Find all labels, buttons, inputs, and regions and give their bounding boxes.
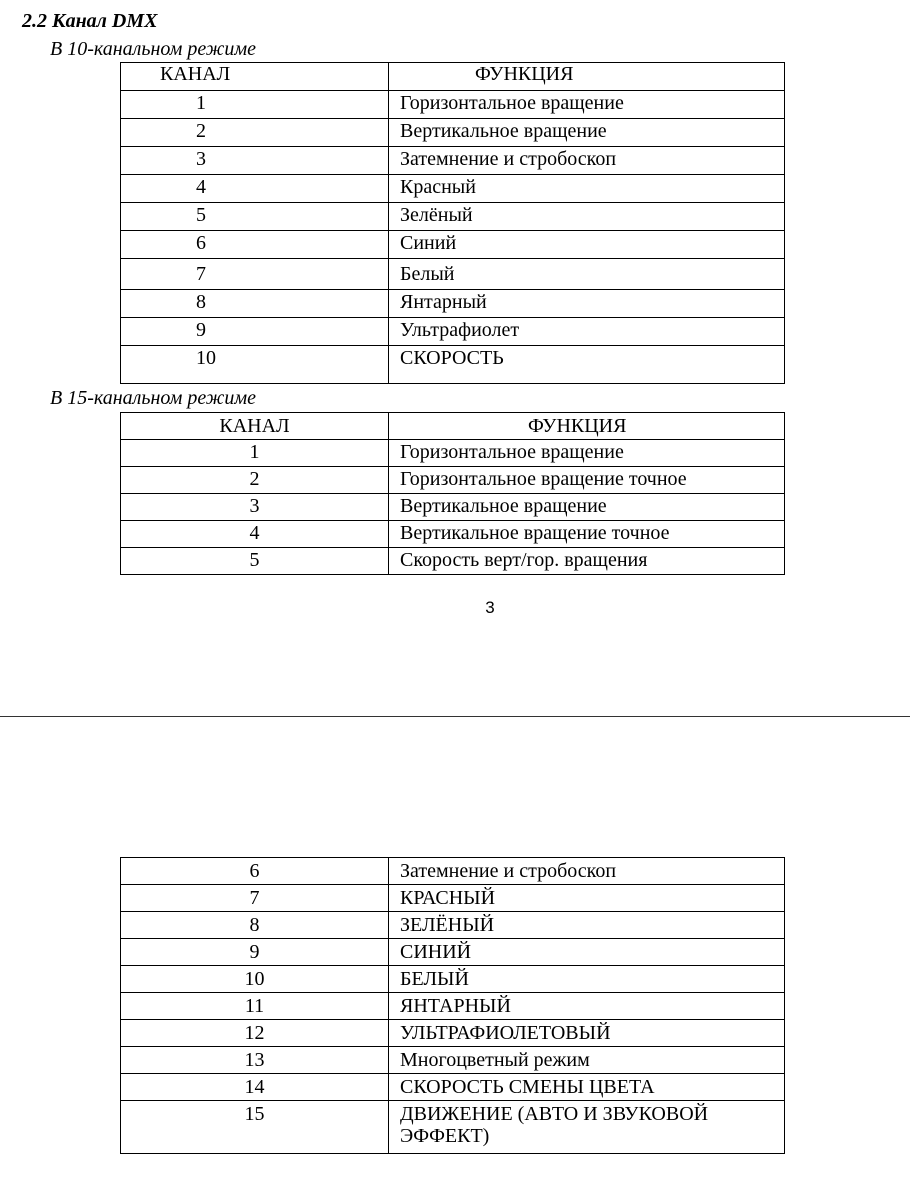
table-header-row xyxy=(121,63,785,91)
function-cell: Многоцветный режим xyxy=(389,1047,785,1074)
channel-cell: 1 xyxy=(121,440,389,467)
section-heading: 2.2 Канал DMX xyxy=(22,10,158,32)
channel-cell: 6 xyxy=(121,231,389,259)
function-cell: Красный xyxy=(389,175,785,203)
function-cell: Вертикальное вращение xyxy=(389,494,785,521)
channel-cell: 8 xyxy=(121,290,389,318)
function-column-header: ФУНКЦИЯ xyxy=(389,413,785,440)
mode10-table xyxy=(120,62,785,384)
channel-cell: 4 xyxy=(121,175,389,203)
table-row xyxy=(121,548,785,575)
mode15-table xyxy=(120,412,785,575)
table-row xyxy=(121,993,785,1020)
channel-cell: 7 xyxy=(121,259,389,290)
function-cell: Вертикальное вращение xyxy=(389,119,785,147)
page-number: 3 xyxy=(485,598,495,617)
table-row xyxy=(121,231,785,259)
function-cell: ДВИЖЕНИЕ (АВТО И ЗВУКОВОЙ ЭФФЕКТ) xyxy=(389,1101,785,1154)
table-row xyxy=(121,858,785,885)
page-divider xyxy=(0,716,910,717)
channel-cell: 5 xyxy=(121,548,389,575)
function-cell: ЗЕЛЁНЫЙ xyxy=(389,912,785,939)
function-cell: Горизонтальное вращение точное xyxy=(389,467,785,494)
channel-cell: 4 xyxy=(121,521,389,548)
channel-cell: 3 xyxy=(121,147,389,175)
channel-cell: 10 xyxy=(121,346,389,384)
table-row xyxy=(121,175,785,203)
table-row xyxy=(121,467,785,494)
table-row xyxy=(121,203,785,231)
mode10-title: В 10-канальном режиме xyxy=(50,38,257,60)
channel-cell: 13 xyxy=(121,1047,389,1074)
channel-cell: 12 xyxy=(121,1020,389,1047)
table-row xyxy=(121,318,785,346)
channel-cell: 14 xyxy=(121,1074,389,1101)
table-row xyxy=(121,440,785,467)
table-row xyxy=(121,521,785,548)
table-row xyxy=(121,494,785,521)
mode15-table-continued xyxy=(120,857,785,1154)
channel-cell: 7 xyxy=(121,885,389,912)
function-column-header: ФУНКЦИЯ xyxy=(389,63,785,91)
table-row xyxy=(121,939,785,966)
function-cell: КРАСНЫЙ xyxy=(389,885,785,912)
channel-cell: 3 xyxy=(121,494,389,521)
table-row xyxy=(121,290,785,318)
function-cell: Зелёный xyxy=(389,203,785,231)
function-cell: СКОРОСТЬ xyxy=(389,346,785,384)
channel-cell: 8 xyxy=(121,912,389,939)
table-row xyxy=(121,1074,785,1101)
channel-column-header: КАНАЛ xyxy=(121,63,389,91)
function-cell: Горизонтальное вращение xyxy=(389,91,785,119)
function-cell: Синий xyxy=(389,231,785,259)
function-cell: УЛЬТРАФИОЛЕТОВЫЙ xyxy=(389,1020,785,1047)
table-row xyxy=(121,1020,785,1047)
function-cell: БЕЛЫЙ xyxy=(389,966,785,993)
channel-cell: 5 xyxy=(121,203,389,231)
function-cell: СИНИЙ xyxy=(389,939,785,966)
channel-cell: 9 xyxy=(121,318,389,346)
function-cell: Белый xyxy=(389,259,785,290)
table-row xyxy=(121,966,785,993)
table-row xyxy=(121,91,785,119)
table-row xyxy=(121,1047,785,1074)
channel-cell: 2 xyxy=(121,467,389,494)
mode15-title: В 15-канальном режиме xyxy=(50,387,257,409)
table-row xyxy=(121,147,785,175)
function-cell: СКОРОСТЬ СМЕНЫ ЦВЕТА xyxy=(389,1074,785,1101)
channel-cell: 1 xyxy=(121,91,389,119)
table-row xyxy=(121,885,785,912)
function-cell: Затемнение и стробоскоп xyxy=(389,858,785,885)
function-cell: Ультрафиолет xyxy=(389,318,785,346)
function-cell: Затемнение и стробоскоп xyxy=(389,147,785,175)
table-header-row xyxy=(121,413,785,440)
table-row xyxy=(121,259,785,290)
channel-cell: 10 xyxy=(121,966,389,993)
function-cell: Горизонтальное вращение xyxy=(389,440,785,467)
channel-cell: 11 xyxy=(121,993,389,1020)
table-row xyxy=(121,119,785,147)
table-row xyxy=(121,912,785,939)
channel-column-header: КАНАЛ xyxy=(121,413,389,440)
channel-cell: 9 xyxy=(121,939,389,966)
function-cell: Вертикальное вращение точное xyxy=(389,521,785,548)
function-cell: ЯНТАРНЫЙ xyxy=(389,993,785,1020)
function-cell: Скорость верт/гор. вращения xyxy=(389,548,785,575)
channel-cell: 15 xyxy=(121,1101,389,1154)
channel-cell: 2 xyxy=(121,119,389,147)
table-row xyxy=(121,346,785,384)
function-cell: Янтарный xyxy=(389,290,785,318)
table-row xyxy=(121,1101,785,1154)
channel-cell: 6 xyxy=(121,858,389,885)
